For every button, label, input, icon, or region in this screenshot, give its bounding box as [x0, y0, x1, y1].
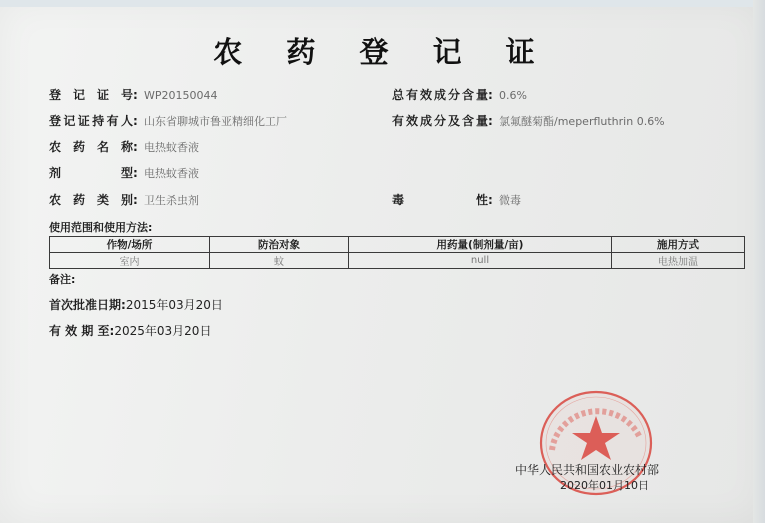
pesticide-name-label: 农 药 名 称 — [49, 140, 133, 154]
ingredient-value: 氯氟醚菊酯/meperfluthrin 0.6% — [499, 115, 665, 128]
scan-edge-right — [753, 0, 765, 523]
cell-target: 蚊 — [210, 253, 349, 269]
document-title: 农 药 登 记 证 — [213, 35, 552, 69]
field-reg-no: 登 记 证 号: WP20150044 — [49, 88, 218, 102]
field-ingredient: 有效成分及含量: 氯氟醚菊酯/meperfluthrin 0.6% — [392, 114, 665, 128]
pesticide-name-value: 电热蚊香液 — [144, 141, 199, 154]
formulation-value: 电热蚊香液 — [144, 167, 199, 180]
valid-until-value: 2025年03月20日 — [114, 324, 212, 338]
valid-until-label: 有 效 期 至 — [49, 324, 110, 338]
total-content-value: 0.6% — [499, 89, 527, 102]
scan-edge-top — [0, 0, 765, 7]
field-pesticide-name: 农 药 名 称: 电热蚊香液 — [49, 140, 199, 154]
formulation-label: 剂 型 — [49, 166, 133, 180]
total-content-label: 总有效成分含量 — [392, 88, 488, 102]
usage-table — [49, 236, 745, 269]
col-target: 防治对象 — [210, 237, 349, 253]
category-label: 农 药 类 别 — [49, 193, 133, 207]
reg-no-value: WP20150044 — [144, 89, 218, 102]
field-category: 农 药 类 别: 卫生杀虫剂 — [49, 193, 199, 207]
toxicity-value: 微毒 — [499, 194, 521, 207]
toxicity-label: 毒 性 — [392, 193, 488, 207]
first-approval-label: 首次批准日期 — [49, 298, 122, 312]
table-row — [50, 253, 745, 269]
first-approval-value: 2015年03月20日 — [125, 298, 223, 312]
cell-dosage: null — [349, 253, 612, 269]
note-label: 备注: — [49, 273, 76, 286]
col-method: 施用方式 — [612, 237, 745, 253]
field-total-content: 总有效成分含量: 0.6% — [392, 88, 527, 102]
col-dosage: 用药量(制剂量/亩) — [349, 237, 612, 253]
usage-table-header-row — [50, 237, 745, 253]
cell-crop-site: 室内 — [50, 253, 210, 269]
field-valid-until: 有 效 期 至:2025年03月20日 — [49, 324, 212, 338]
holder-value: 山东省聊城市鲁亚精细化工厂 — [144, 115, 287, 128]
field-toxicity: 毒 性: 微毒 — [392, 193, 521, 207]
issuing-authority: 中华人民共和国农业农村部 — [515, 463, 660, 477]
category-value: 卫生杀虫剂 — [144, 194, 199, 207]
field-first-approval: 首次批准日期:2015年03月20日 — [49, 298, 223, 312]
col-crop-site: 作物/场所 — [50, 237, 210, 253]
cell-method: 电热加温 — [612, 253, 745, 269]
holder-label: 登记证持有人 — [49, 114, 133, 128]
reg-no-label: 登 记 证 号 — [49, 88, 133, 102]
ingredient-label: 有效成分及含量 — [392, 114, 488, 128]
usage-scope-label: 使用范围和使用方法: — [49, 221, 153, 234]
field-formulation: 剂 型: 电热蚊香液 — [49, 166, 199, 180]
issue-date: 2020年01月10日 — [560, 479, 649, 492]
field-holder: 登记证持有人: 山东省聊城市鲁亚精细化工厂 — [49, 114, 287, 128]
